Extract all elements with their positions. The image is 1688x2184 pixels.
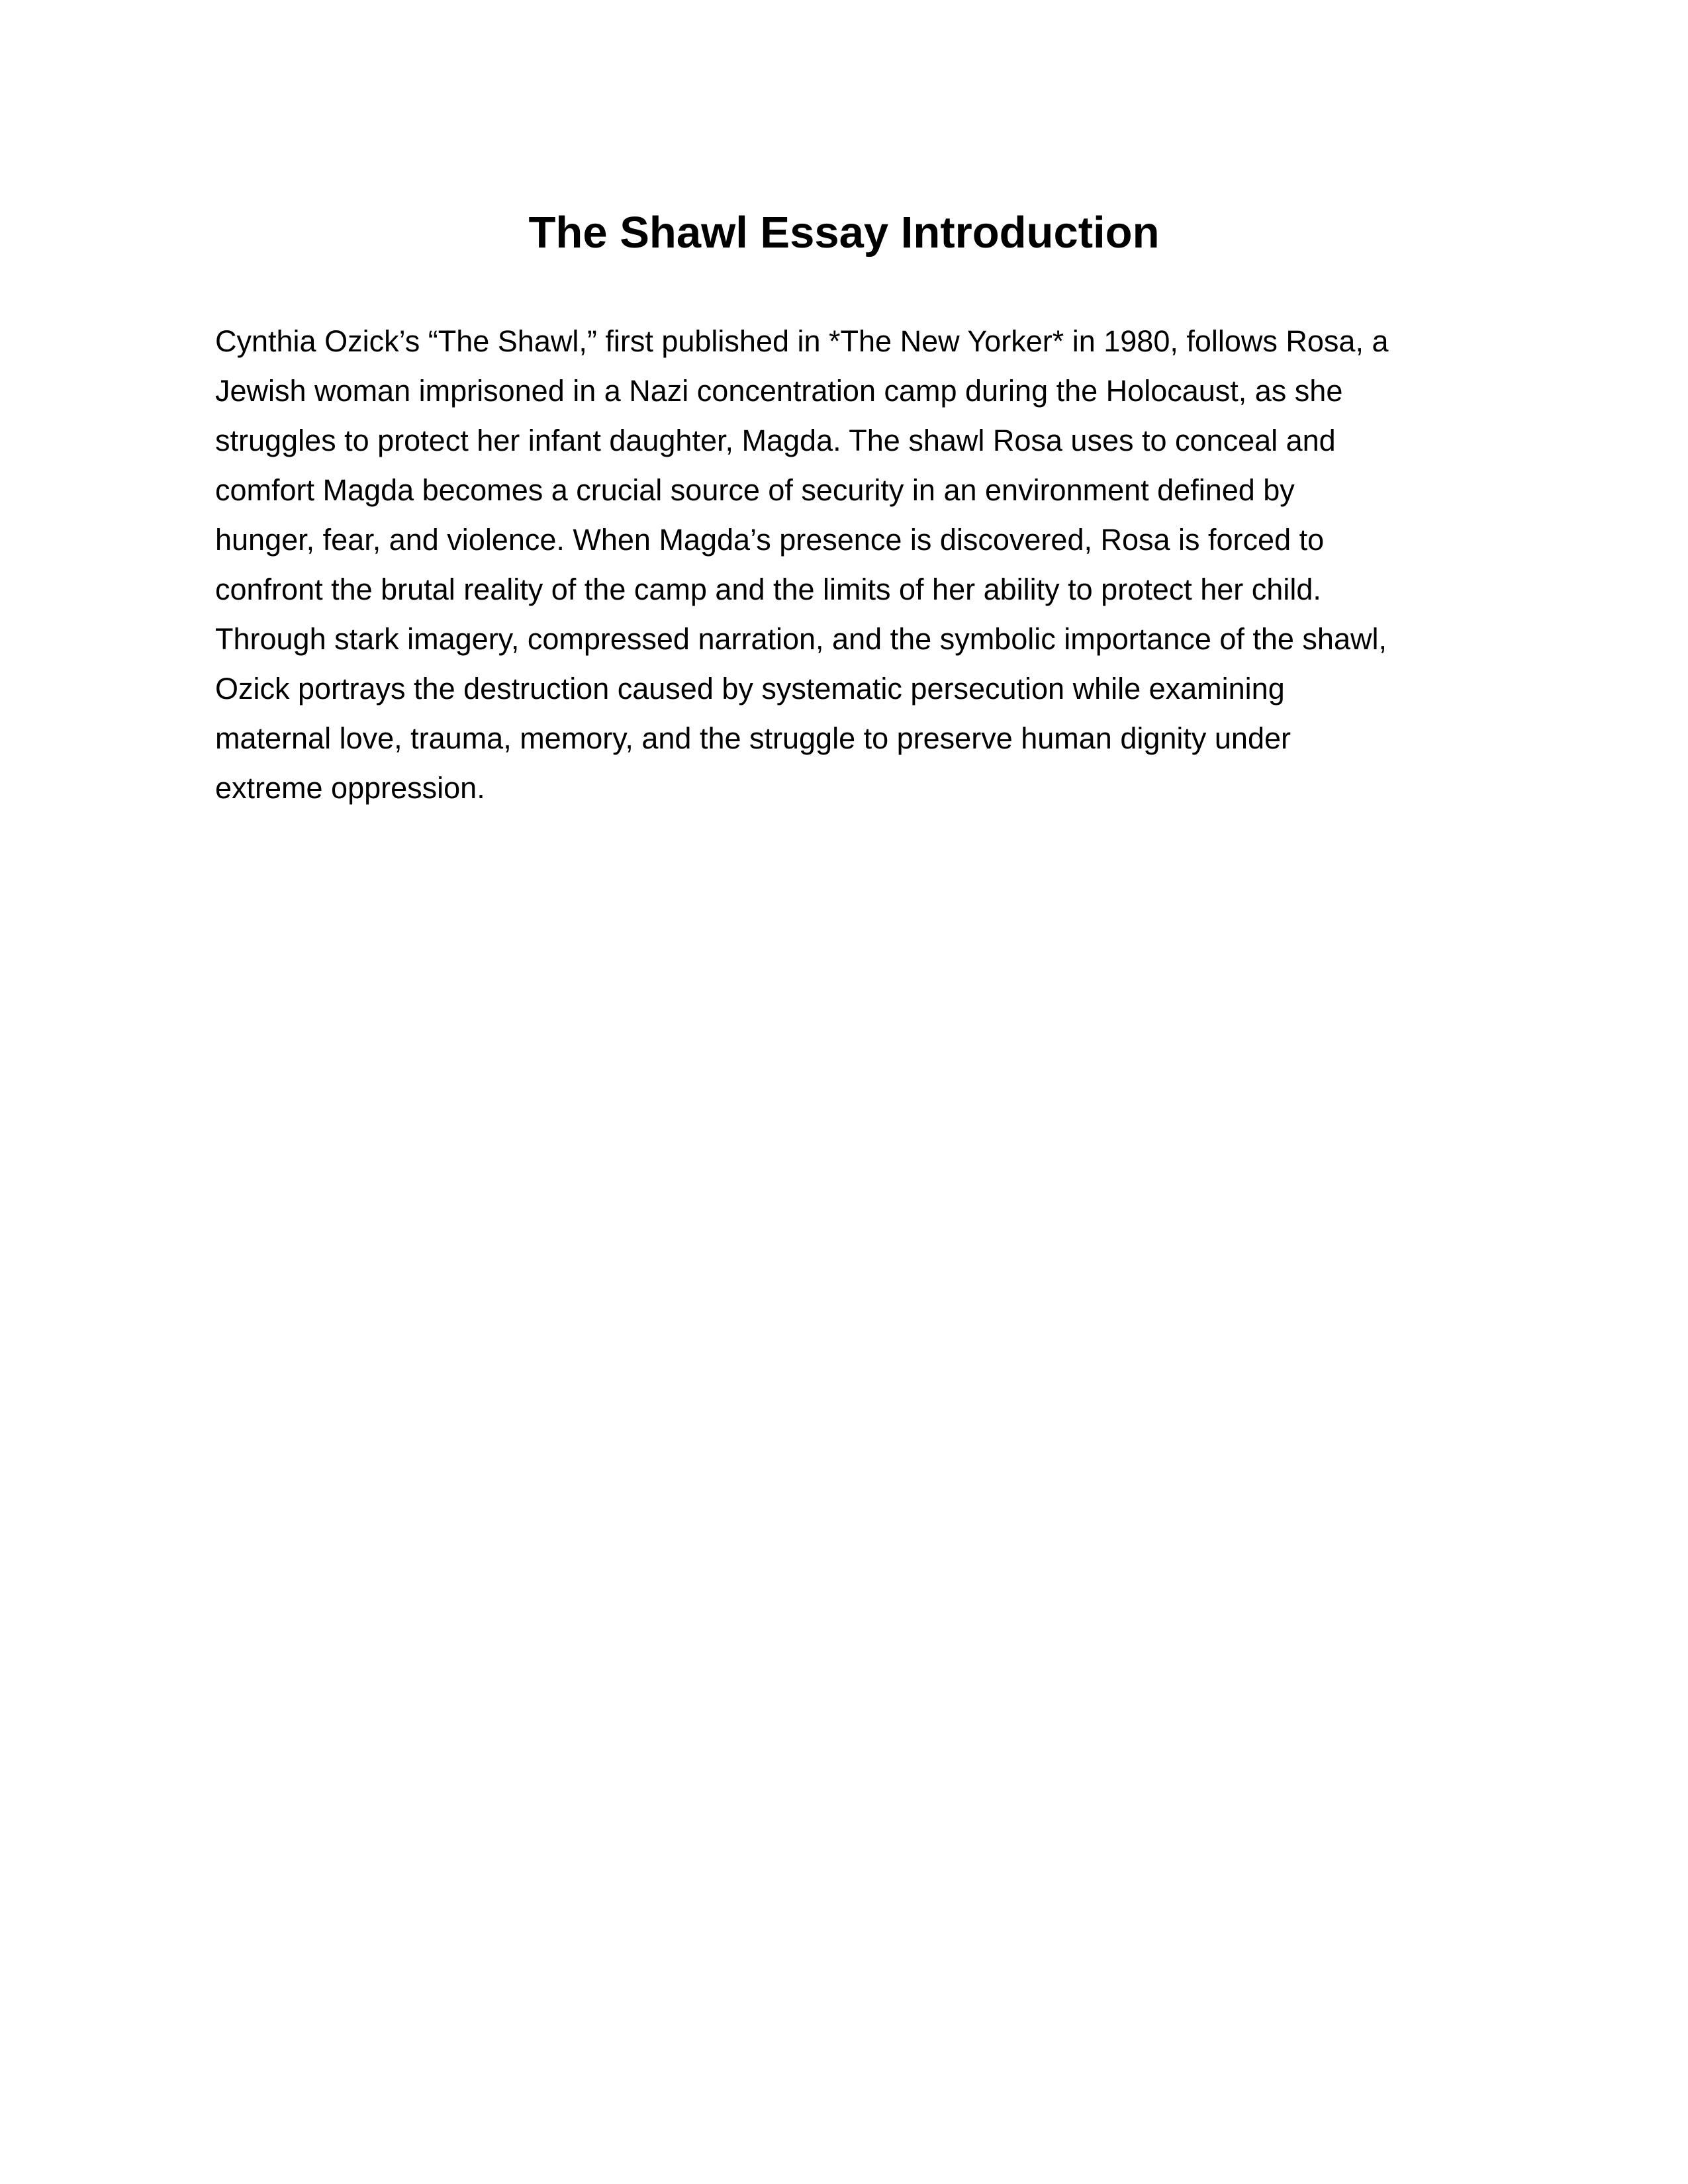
paragraph-line: Ozick portrays the destruction caused by systematic persecution while examining xyxy=(215,672,1285,705)
paragraph-line: maternal love, trauma, memory, and the struggle to preserve human dignity under xyxy=(215,721,1291,755)
paragraph-line: Through stark imagery, compressed narration, and the symbolic importance of the shawl, xyxy=(215,622,1387,656)
paragraph-line: struggles to protect her infant daughter, Magda. The shawl Rosa uses to conceal and xyxy=(215,424,1336,457)
introduction-paragraph xyxy=(215,316,1473,813)
document-title: The Shawl Essay Introduction xyxy=(528,208,1160,257)
paragraph-line: confront the brutal reality of the camp and the limits of her ability to protect her child. xyxy=(215,572,1321,606)
paragraph-line: extreme oppression. xyxy=(215,771,485,805)
paragraph-line: comfort Magda becomes a crucial source of security in an environment defined by xyxy=(215,473,1295,507)
paragraph-line: Jewish woman imprisoned in a Nazi concentration camp during the Holocaust, as she xyxy=(215,374,1343,408)
paragraph-line: hunger, fear, and violence. When Magda’s presence is discovered, Rosa is forced to xyxy=(215,523,1325,557)
paragraph-line: Cynthia Ozick’s “The Shawl,” first published in *The New Yorker* in 1980, follows Rosa, a xyxy=(215,324,1389,358)
